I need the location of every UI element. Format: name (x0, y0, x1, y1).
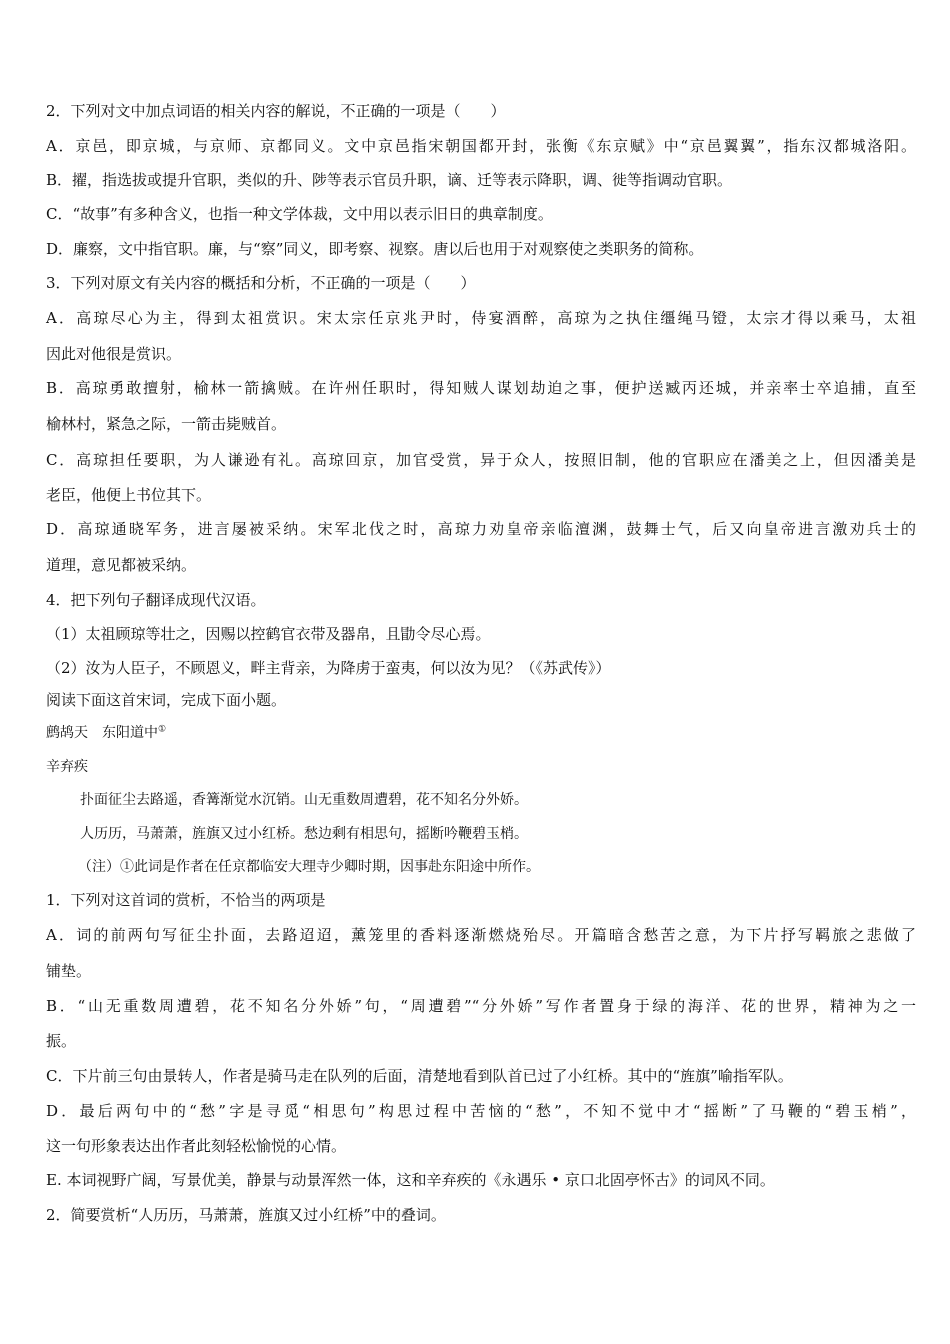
question-3-stem: 3．下列对原文有关内容的概括和分析，不正确的一项是（ ） (46, 274, 476, 292)
poem-author: 辛弃疾 (46, 759, 88, 775)
sub-option-b-line1: B．“山无重数周遭碧，花不知名分外娇”句，“周遭碧”“分外娇”写作者置身于绿的海洋、花的世界，精神为之一 (46, 997, 916, 1015)
sub-option-d-line1: D．最后两句中的“愁”字是寻觅“相思句”构思过程中苦恼的“愁”，不知不觉中才“摇断”了马鞭的“碧玉梢”， (46, 1102, 916, 1120)
option-a-line2: 因此对他很是赏识。 (46, 345, 182, 363)
option-b-line2: 榆林村，紧急之际，一箭击毙贼首。 (46, 415, 287, 433)
sub-option-d-line2: 这一句形象表达出作者此刻轻松愉悦的心情。 (46, 1137, 347, 1155)
translate-sentence-1: （1）太祖顾琼等壮之，因赐以控鹤官衣带及器帛，且勖令尽心焉。 (46, 625, 491, 643)
poem-stanza-2: 人历历，马萧萧，旌旗又过小红桥。愁边剩有相思句，摇断吟鞭碧玉梢。 (80, 826, 528, 842)
option-a: A．京邑，即京城，与京师、京都同义。文中京邑指宋朝国都开封，张衡《东京赋》中“京邑翼翼”，指东汉都城洛阳。 (46, 137, 916, 155)
option-c-line2: 老臣，他便上书位其下。 (46, 486, 212, 504)
option-b: B．擢，指选拔或提升官职，类似的升、陟等表示官员升职，谪、迁等表示降职，调、徙等指调动官职。 (46, 171, 733, 189)
sub-option-a-line2: 铺垫。 (46, 962, 92, 980)
sub-option-a-line1: A．词的前两句写征尘扑面，去路迢迢，薰笼里的香料逐渐燃烧殆尽。开篇暗含愁苦之意，为下片抒写羁旅之悲做了 (46, 926, 916, 944)
option-c-line1: C．高琼担任要职，为人谦逊有礼。高琼回京，加官受赏，异于众人，按照旧制，他的官职应在潘美之上，但因潘美是 (46, 451, 916, 469)
poem-stanza-1: 扑面征尘去路遥，香篝渐觉水沉销。山无重数周遭碧，花不知名分外娇。 (80, 792, 528, 808)
sub-question-2-stem: 2．简要赏析“人历历，马萧萧，旌旗又过小红桥”中的叠词。 (46, 1206, 446, 1224)
sub-option-e: E. 本词视野广阔，写景优美，静景与动景浑然一体，这和辛弃疾的《永遇乐 • 京口北固亭怀古》的词风不同。 (46, 1171, 775, 1189)
sub-option-c: C．下片前三句由景转人，作者是骑马走在队列的后面，清楚地看到队首已过了小红桥。其中的“旌旗”喻指军队。 (46, 1067, 793, 1085)
question-4-stem: 4．把下列句子翻译成现代汉语。 (46, 591, 266, 609)
reading-instruction: 阅读下面这首宋词，完成下面小题。 (46, 691, 287, 709)
poem-footnote: （注）①此词是作者在任京都临安大理寺少卿时期，因事赴东阳途中所作。 (78, 859, 540, 875)
option-b-line1: B．高琼勇敢擅射，榆林一箭擒贼。在许州任职时，得知贼人谋划劫迫之事，便护送臧丙还城，并亲率士卒追捕，直至 (46, 379, 916, 397)
option-c: C．“故事”有多种含义，也指一种文学体裁，文中用以表示旧日的典章制度。 (46, 205, 553, 223)
option-d-line1: D．高琼通晓军务，进言屡被采纳。宋军北伐之时，高琼力劝皇帝亲临澶渊，鼓舞士气，后又向皇帝进言激劝兵士的 (46, 520, 916, 538)
question-2-stem: 2．下列对文中加点词语的相关内容的解说，不正确的一项是（ ） (46, 102, 506, 120)
translate-sentence-2: （2）汝为人臣子，不顾恩义，畔主背亲，为降虏于蛮夷，何以汝为见？（《苏武传》） (46, 659, 611, 677)
option-d: D．廉察，文中指官职。廉，与“察”同义，即考察、视察。唐以后也用于对观察使之类职务的简称。 (46, 240, 704, 258)
option-d-line2: 道理，意见都被采纳。 (46, 556, 197, 574)
footnote-marker: ① (158, 724, 167, 735)
sub-option-b-line2: 振。 (46, 1032, 77, 1050)
poem-title: 鹧鸪天 东阳道中① (46, 724, 167, 741)
sub-question-1-stem: 1．下列对这首词的赏析，不恰当的两项是 (46, 891, 326, 909)
option-a-line1: A．高琼尽心为主，得到太祖赏识。宋太宗任京兆尹时，侍宴酒醉，高琼为之执住缰绳马镫，太宗才得以乘马，太祖 (46, 309, 916, 327)
